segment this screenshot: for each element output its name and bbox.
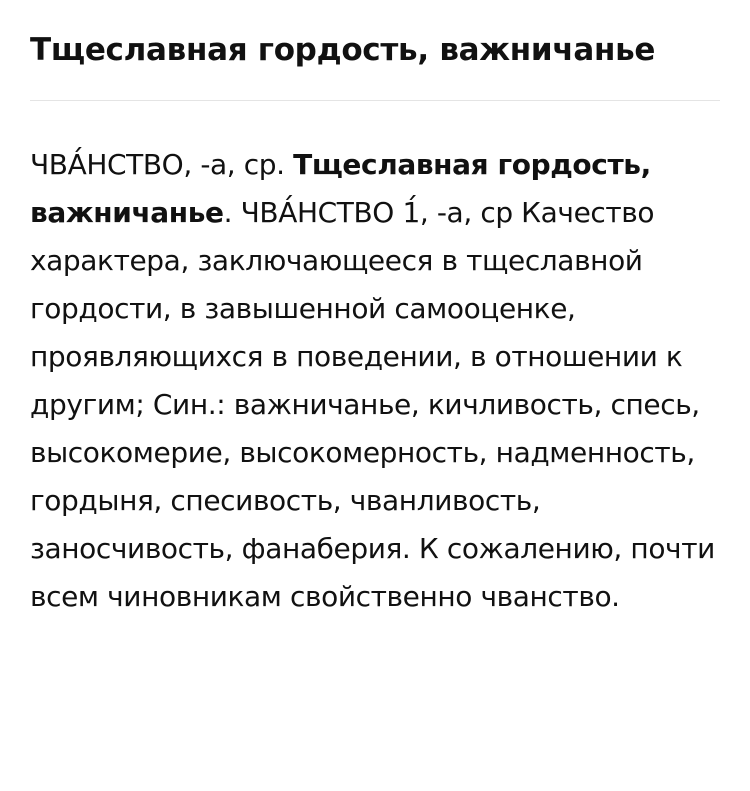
definition-headword: ЧВА́НСТВО: [30, 148, 184, 181]
definition-separator: .: [223, 196, 241, 229]
definition-short-meaning: Тщеславная гордость, важничанье: [30, 148, 651, 229]
definition-body: ЧВА́НСТВО 1́, -а, ср Качество характера, заключающееся в тщеславной гордости, в завышенной самооценке, проявляющихся в поведении, в отношении к другим; Син.: важничанье, кичливость, спесь, высокомерие, высокомерность, надменность, гордыня, спесивость, чванливость, заносчивость, фанаберия. К сожалению, почти всем чиновникам свойственно чванство.: [30, 196, 715, 613]
divider: [30, 100, 720, 101]
definition-text: [30, 141, 720, 621]
definition-grammar: , -а, ср.: [183, 148, 294, 181]
page-title: Тщеславная гордость, важничанье: [30, 32, 656, 68]
